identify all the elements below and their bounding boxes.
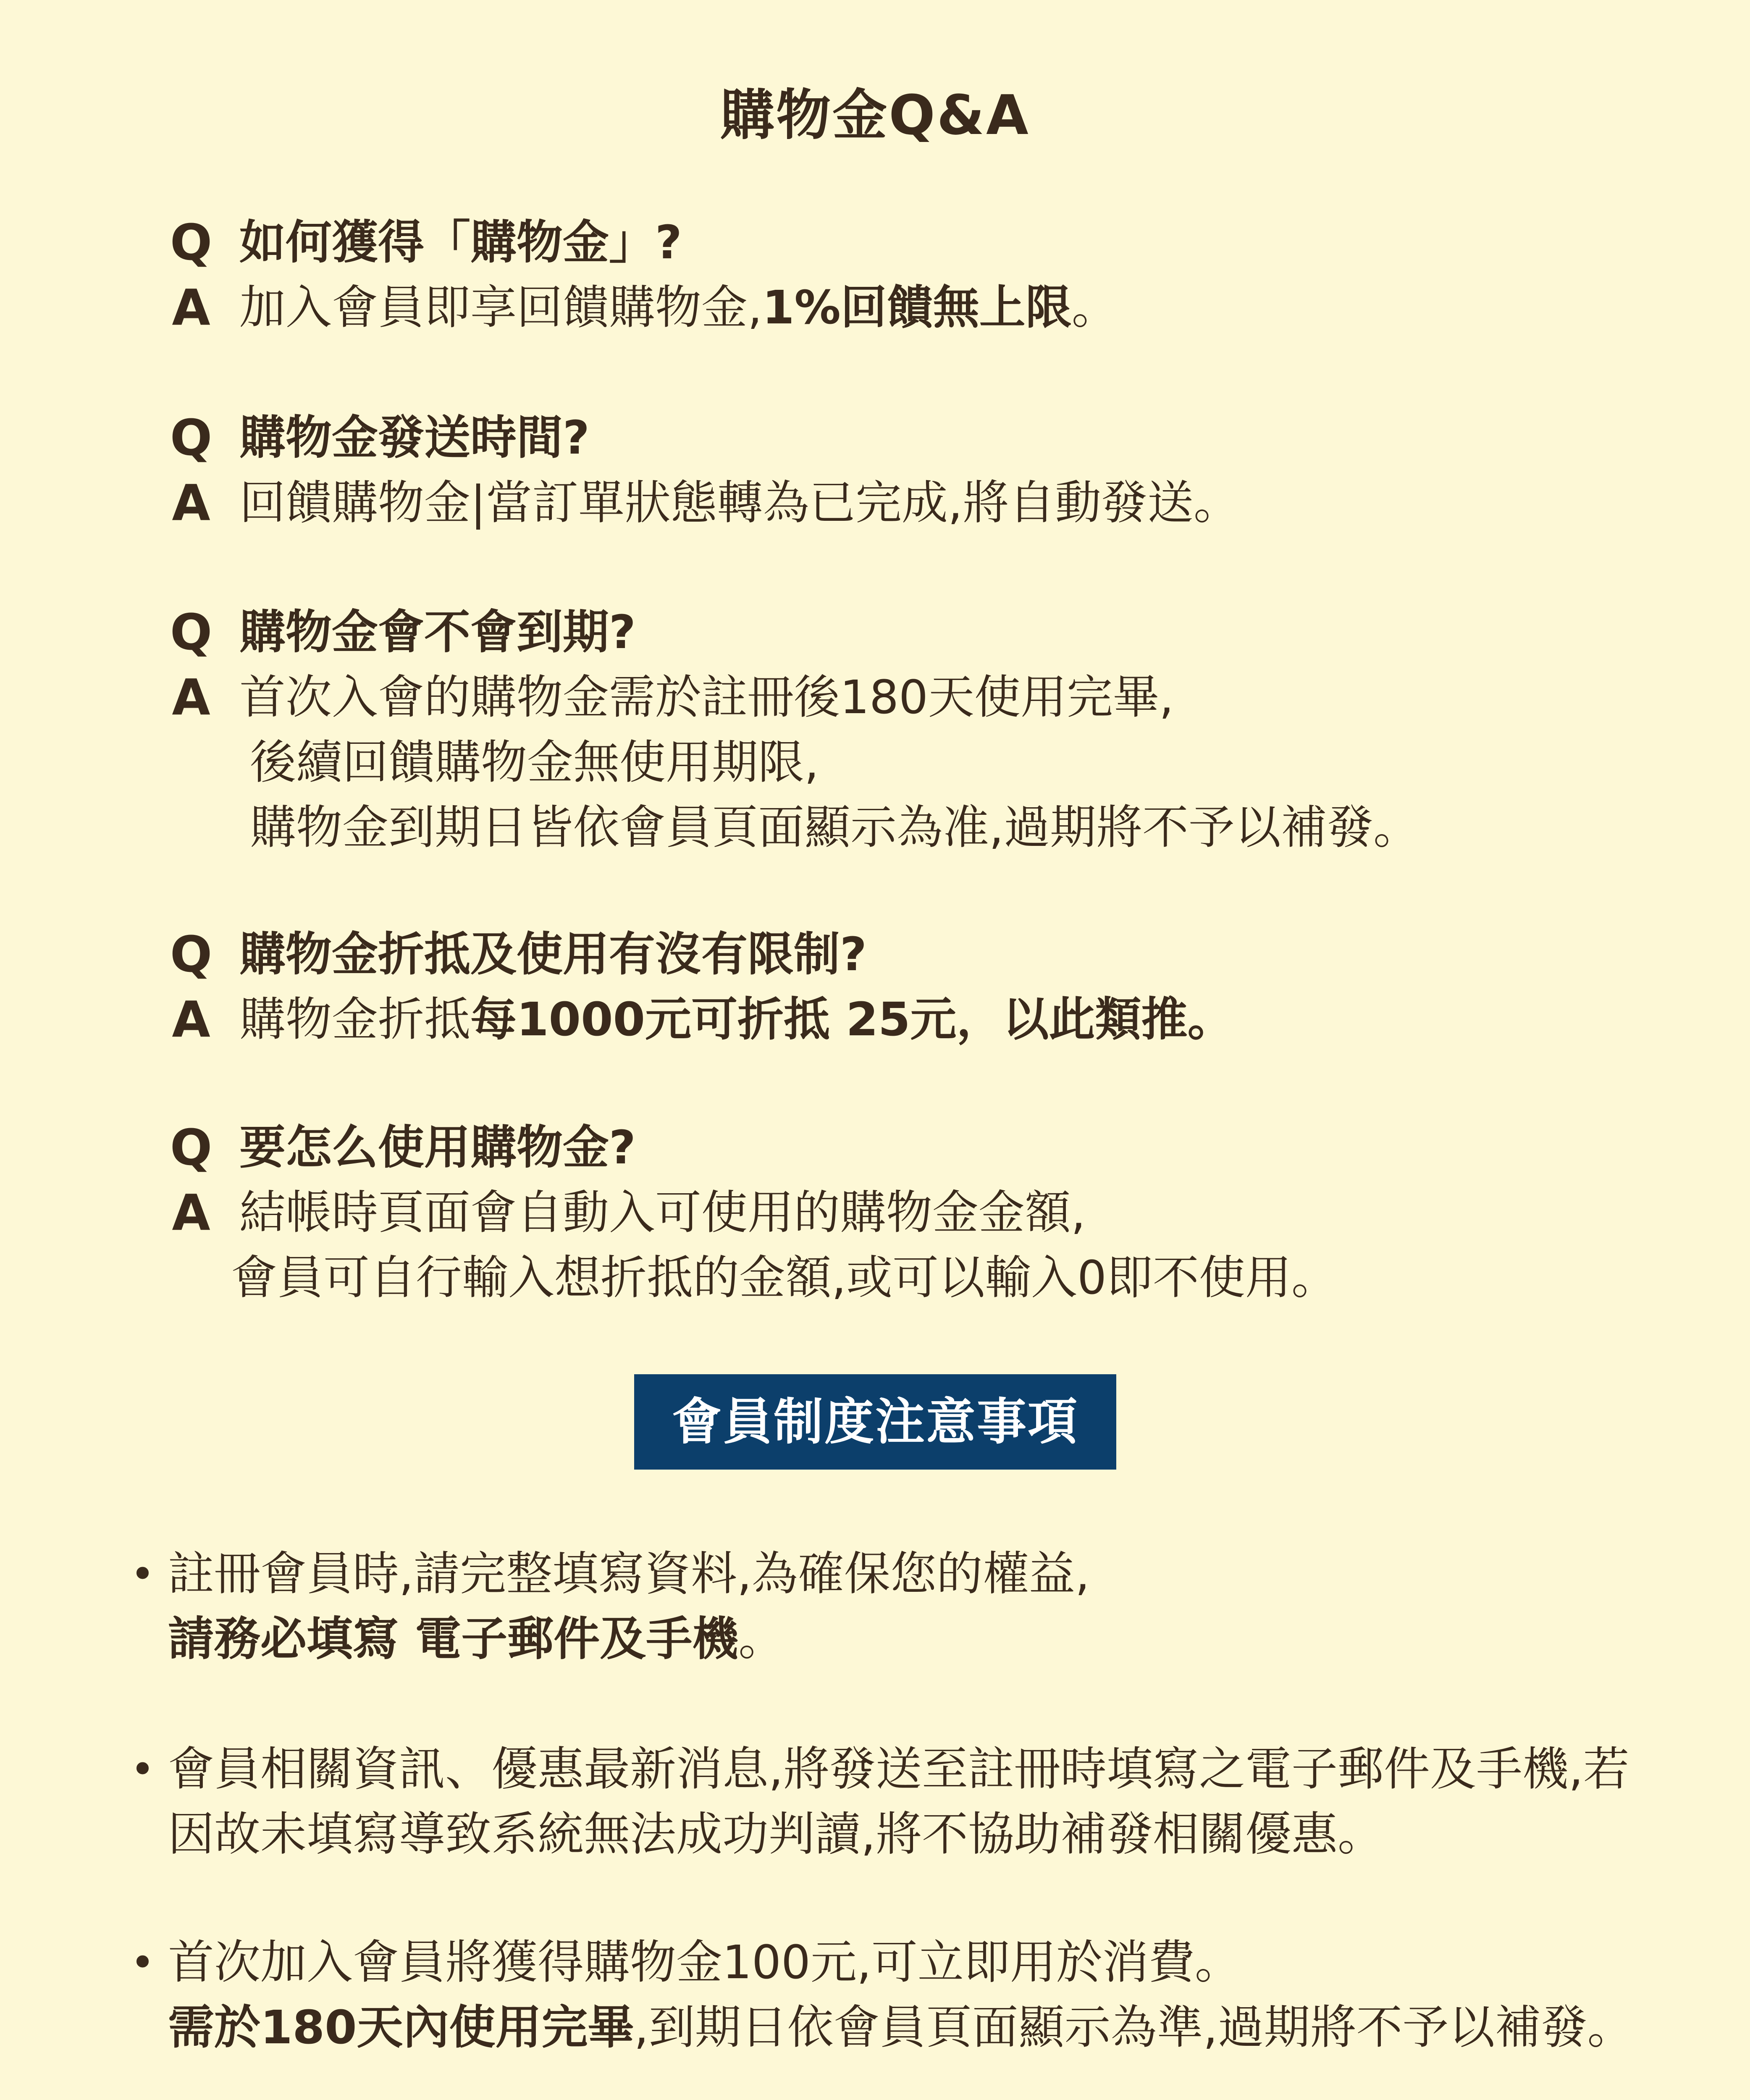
note-bold: 請務必填寫 電子郵件及手機 [168, 1612, 739, 1666]
answer-text: 結帳時頁面會自動入可使用的購物金金額, [239, 1186, 1086, 1239]
answer-text: 首次入會的購物金需於註冊後180天使用完畢, [239, 670, 1174, 724]
answer-tail: 。 [1187, 992, 1234, 1046]
bullet-icon: • [130, 1745, 155, 1794]
question-text: 要怎么使用購物金? [239, 1121, 636, 1174]
q-mark: Q [170, 409, 213, 467]
note-item-2 [126, 1737, 1680, 1867]
qa-item-1 [168, 210, 1638, 340]
question-row [168, 600, 1638, 665]
answer-continuation [168, 730, 1638, 795]
answer-row [168, 470, 1638, 536]
answer-row [168, 987, 1638, 1052]
answer-text [239, 275, 1118, 340]
note [126, 1930, 1680, 2060]
answer-text: 回饋購物金|當訂單狀態轉為已完成,將自動發送。 [239, 476, 1240, 530]
note-text: 首次加入會員將獲得購物金100元,可立即用於消費。 [168, 1935, 1241, 1989]
a-mark: A [172, 1184, 210, 1242]
q-mark: Q [170, 603, 213, 661]
bullet-icon: • [130, 1549, 155, 1599]
note-line [126, 1802, 1680, 1867]
qa-item-3 [168, 600, 1638, 860]
answer-normal: 加入會員即享回饋購物金, [239, 281, 762, 334]
a-mark: A [172, 278, 210, 336]
question-text: 購物金發送時間? [239, 411, 590, 465]
qa-item-4 [168, 922, 1638, 1052]
note-line [126, 1541, 1680, 1606]
answer-text: 會員可自行輸入想折抵的金額,或可以輸入0即不使用。 [231, 1251, 1338, 1305]
bullet-icon: • [130, 1938, 155, 1987]
answer-text [239, 987, 1234, 1052]
q-mark: Q [170, 1118, 213, 1176]
answer-row [168, 1180, 1638, 1245]
answer-continuation [168, 795, 1638, 860]
question-row [168, 210, 1638, 275]
note-text: 。 [738, 1612, 785, 1666]
answer-row [168, 665, 1638, 730]
note-item-3 [126, 1930, 1680, 2060]
answer-bold: 每1000元可折抵 25元，以此類推 [470, 992, 1188, 1046]
note-line [126, 1930, 1680, 1995]
note [126, 1541, 1680, 1672]
note-text: 因故未填寫導致系統無法成功判讀,將不協助補發相關優惠。 [168, 1807, 1384, 1861]
note-line [126, 1606, 1680, 1672]
answer-normal: 購物金折抵 [239, 992, 470, 1046]
note-text: 註冊會員時,請完整填寫資料,為確保您的權益, [168, 1547, 1090, 1601]
note-text: 會員相關資訊、優惠最新消息,將發送至註冊時填寫之電子郵件及手機,若 [168, 1742, 1629, 1796]
question-row [168, 922, 1638, 987]
answer-bold: 1%回饋無上限 [762, 281, 1072, 334]
answer-tail: 。 [1071, 281, 1118, 334]
note-text: ,到期日依會員頁面顯示為準,過期將不予以補發。 [634, 2000, 1634, 2054]
section-banner: 會員制度注意事項 [634, 1374, 1116, 1470]
note [126, 1737, 1680, 1867]
a-mark: A [172, 668, 210, 726]
note-bold: 需於180天內使用完畢 [168, 2000, 634, 2054]
question-text: 如何獲得「購物金」? [239, 215, 682, 269]
a-mark: A [172, 474, 210, 532]
question-text: 購物金會不會到期? [239, 605, 636, 659]
answer-text: 購物金到期日皆依會員頁面顯示為准,過期將不予以補發。 [250, 801, 1419, 854]
note-item-1 [126, 1541, 1680, 1672]
q-mark: Q [170, 925, 213, 983]
note-line [126, 1995, 1680, 2060]
answer-continuation [168, 1245, 1638, 1310]
question-text: 購物金折抵及使用有沒有限制? [239, 927, 867, 981]
qa-item-2 [168, 405, 1638, 536]
answer-text: 後續回饋購物金無使用期限, [250, 735, 819, 789]
answer-row [168, 275, 1638, 340]
qa-item-5 [168, 1115, 1638, 1310]
page-title: 購物金Q&A [720, 83, 1030, 147]
question-row [168, 405, 1638, 470]
q-mark: Q [170, 213, 213, 271]
a-mark: A [172, 990, 210, 1048]
note-line [126, 1737, 1680, 1802]
question-row [168, 1115, 1638, 1180]
